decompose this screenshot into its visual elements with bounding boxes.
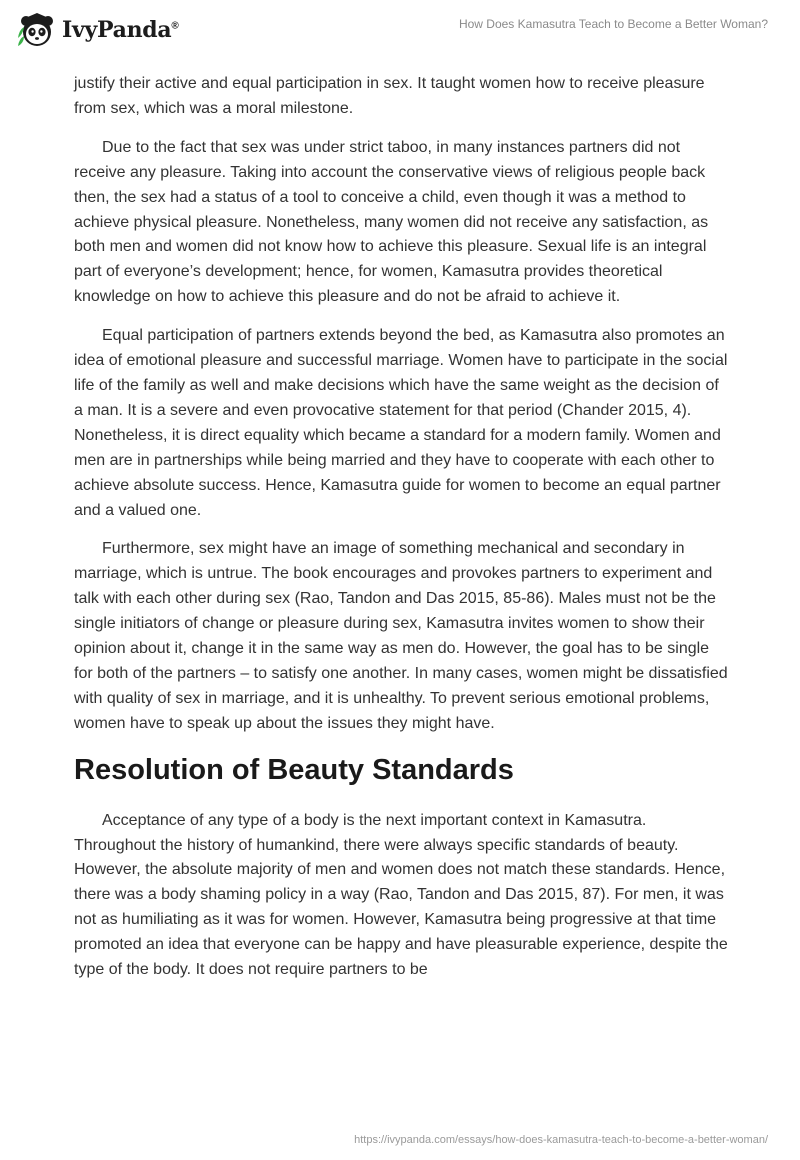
logo-text: IvyPanda® [62,17,179,43]
page-header [0,0,800,62]
paragraph: justify their active and equal participation in sex. It taught women how to receive pleasure from sex, which was a moral milestone. [74,75,705,117]
ivypanda-logo[interactable] [16,10,178,50]
document-title: How Does Kamasutra Teach to Become a Better Woman? [458,17,768,31]
paragraph: Furthermore, sex might have an image of something mechanical and secondary in marriage, which is untrue. The book encourages and provokes partners to experiment and talk with each other during sex (Rao, Tandon and Das 2015, 85-86). Males must not be the single initiators of change or pleasure during sex, Kamasutra invites women to show their opinion about it, change it in the same way as men do. However, the goal has to be single for both of the partners – to satisfy one another. In many cases, women might be dissatisfied with quality of sex in marriage, and it is unhealthy. To prevent serious emotional problems, women have to speak up about the issues they might have. [74,540,728,732]
essay-content [74,72,730,997]
section-heading: Resolution of Beauty Standards [74,753,514,786]
paragraph: Due to the fact that sex was under strict taboo, in many instances partners did not receive any pleasure. Taking into account the conservative views of religious people back then, the sex had a status of a tool to conceive a child, even though it was a method to achieve physical pleasure. Nonetheless, many women did not receive any satisfaction, as both men and women did not know how to achieve this pleasure. Sexual life is an integral part of everyone’s development; hence, for women, Kamasutra provides theoretical knowledge on how to achieve this pleasure and do not be afraid to achieve it. [74,138,709,306]
panda-logo-icon [16,10,56,50]
paragraph: Equal participation of partners extends beyond the bed, as Kamasutra also promotes an idea of emotional pleasure and successful marriage. Women have to participate in the social life of the family as well and make decisions which have the same weight as the decision of a man. It is a severe and even provocative statement for that period (Chander 2015, 4). Nonetheless, it is direct equality which became a standard for a modern family. Women and men are in partnerships while being married and they have to cooperate with each other to achieve absolute success. Hence, Kamasutra guide for women to become an equal partner and a valued one. [74,327,728,519]
source-url[interactable]: https://ivypanda.com/essays/how-does-kamasutra-teach-to-become-a-better-woman/ [354,1134,768,1146]
paragraph: Acceptance of any type of a body is the next important context in Kamasutra. Throughout the history of humankind, there were always specific standards of beauty. However, the absolute majority of men and women does not match these standards. Hence, there was a body shaming policy in a way (Rao, Tandon and Das 2015, 87). For men, it was not as humiliating as it was for women. However, Kamasutra being progressive at that time promoted an idea that everyone can be happy and have pleasurable experience, despite the type of the body. It does not require partners to be [74,811,728,979]
